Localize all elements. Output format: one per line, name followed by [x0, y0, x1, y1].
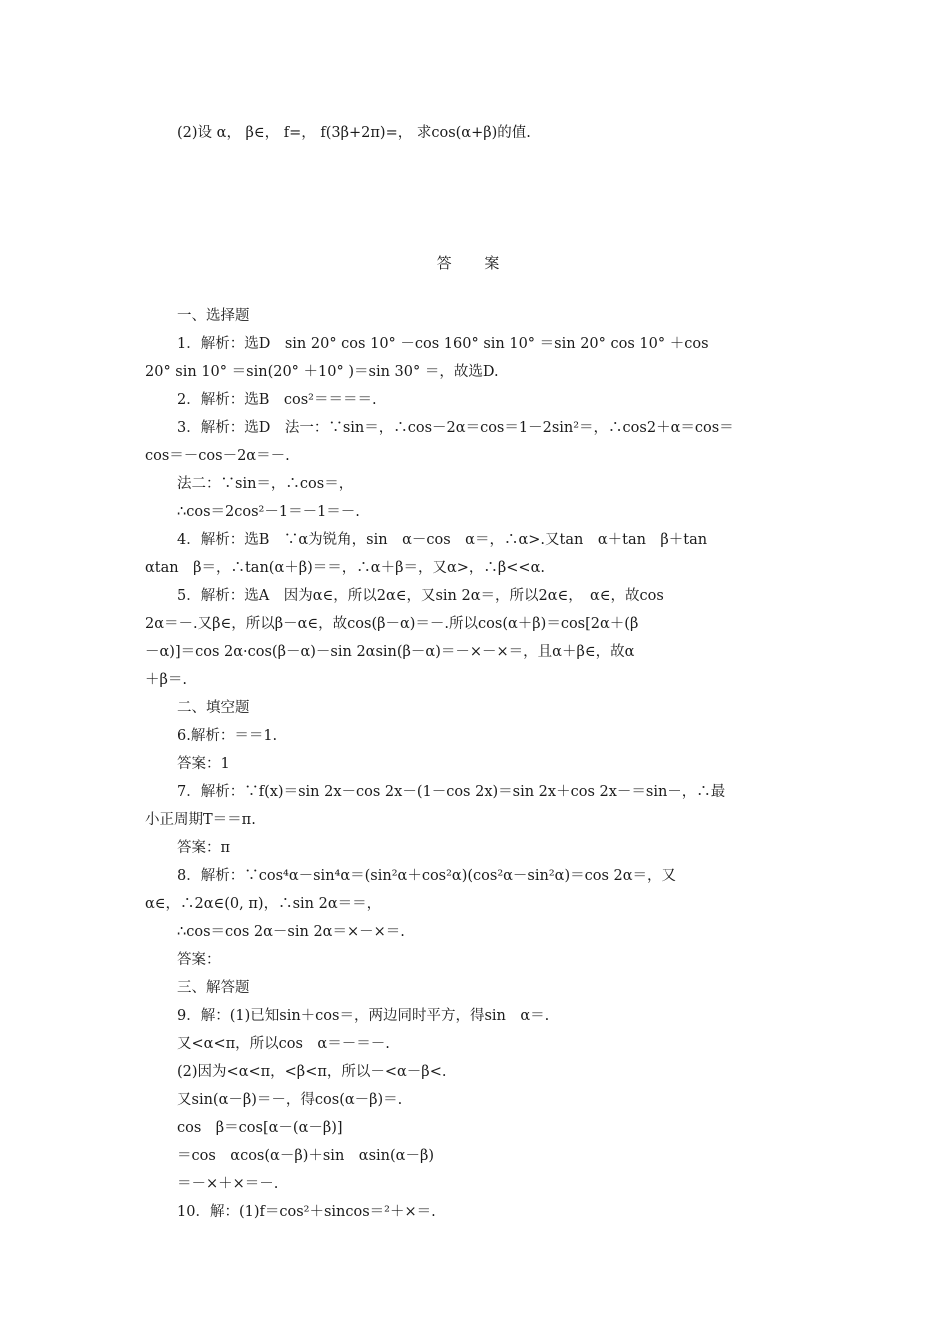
- answer-9-line-1: 9．解：(1)已知sin＋cos＝，两边同时平方，得sin α＝.: [177, 1008, 550, 1024]
- answer-3-method-2-result: ∴cos＝2cos²－1＝－1＝－.: [177, 504, 360, 520]
- answer-9-line-7: ＝－×＋×＝－.: [177, 1176, 279, 1192]
- answer-3-method-2: 法二：∵sin＝，∴cos＝，: [177, 476, 354, 492]
- answer-1-line-1: 1．解析：选D sin 20° cos 10° －cos 160° sin 10° ＝sin 20° cos 10° ＋cos: [177, 336, 709, 352]
- answer-title: 答 案: [436, 254, 514, 272]
- answer-7-line-1: 7．解析：∵f(x)＝sin 2x－cos 2x－(1－cos 2x)＝sin 2x＋cos 2x－＝sin－，∴最: [177, 784, 726, 800]
- answer-9-line-5: cos β＝cos[α－(α－β)]: [177, 1120, 343, 1136]
- answer-10-line-1: 10．解：(1)f＝cos²＋sincos＝²＋×＝.: [177, 1204, 436, 1220]
- answer-6: 6.解析：＝＝1.: [177, 728, 278, 744]
- answer-4-line-1: 4．解析：选B ∵α为锐角，sin α－cos α＝，∴α>.又tan α＋tan β＋tan: [177, 532, 708, 548]
- answer-3-line-1: 3．解析：选D 法一：∵sin＝，∴cos－2α＝cos＝1－2sin²＝，∴cos2＋α＝cos＝: [177, 420, 734, 436]
- answer-5-line-2: 2α＝－.又β∈，所以β－α∈，故cos(β－α)＝－.所以cos(α＋β)＝cos[2α＋(β: [145, 616, 639, 632]
- answer-6-result: 答案：1: [177, 756, 230, 772]
- section-heading-choice: 一、选择题: [177, 308, 250, 324]
- answer-7-line-2: 小正周期T＝＝π.: [145, 812, 256, 828]
- answer-8-line-2: α∈，∴2α∈(0, π)，∴sin 2α＝＝，: [145, 896, 382, 912]
- answer-9-line-3: (2)因为<α<π，<β<π，所以－<α－β<.: [177, 1064, 447, 1080]
- section-heading-fill: 二、填空题: [177, 700, 250, 716]
- answer-8-line-3: ∴cos＝cos 2α－sin 2α＝×－×＝.: [177, 924, 405, 940]
- question-part-2: (2)设 α， β∈， f=， f(3β+2π)=， 求cos(α+β)的值.: [177, 125, 531, 141]
- answer-9-line-6: ＝cos αcos(α－β)＋sin αsin(α－β): [177, 1148, 434, 1164]
- answer-8-result: 答案：: [177, 952, 221, 968]
- answer-4-line-2: αtan β＝，∴tan(α＋β)＝＝，∴α＋β＝，又α>，∴β<<α.: [145, 560, 545, 576]
- answer-8-line-1: 8．解析：∵cos⁴α－sin⁴α＝(sin²α＋cos²α)(cos²α－sin²α)＝cos 2α＝，又: [177, 868, 677, 884]
- answer-5-line-3: －α)]＝cos 2α·cos(β－α)－sin 2αsin(β－α)＝－×－×＝，且α＋β∈，故α: [145, 644, 635, 660]
- answer-9-line-2: 又<α<π，所以cos α＝－＝－.: [177, 1036, 390, 1052]
- answer-5-line-1: 5．解析：选A 因为α∈，所以2α∈，又sin 2α＝，所以2α∈， α∈，故cos: [177, 588, 664, 604]
- section-heading-solve: 三、解答题: [177, 980, 250, 996]
- answer-1-line-2: 20° sin 10° ＝sin(20° ＋10° )＝sin 30° ＝，故选D.: [145, 364, 499, 380]
- answer-7-result: 答案：π: [177, 840, 231, 856]
- answer-2: 2．解析：选B cos²＝＝＝＝.: [177, 392, 377, 408]
- answer-9-line-4: 又sin(α－β)＝－，得cos(α－β)＝.: [177, 1092, 403, 1108]
- answer-5-line-4: ＋β＝.: [145, 672, 187, 688]
- answer-3-line-2: cos＝－cos－2α＝－.: [145, 448, 290, 464]
